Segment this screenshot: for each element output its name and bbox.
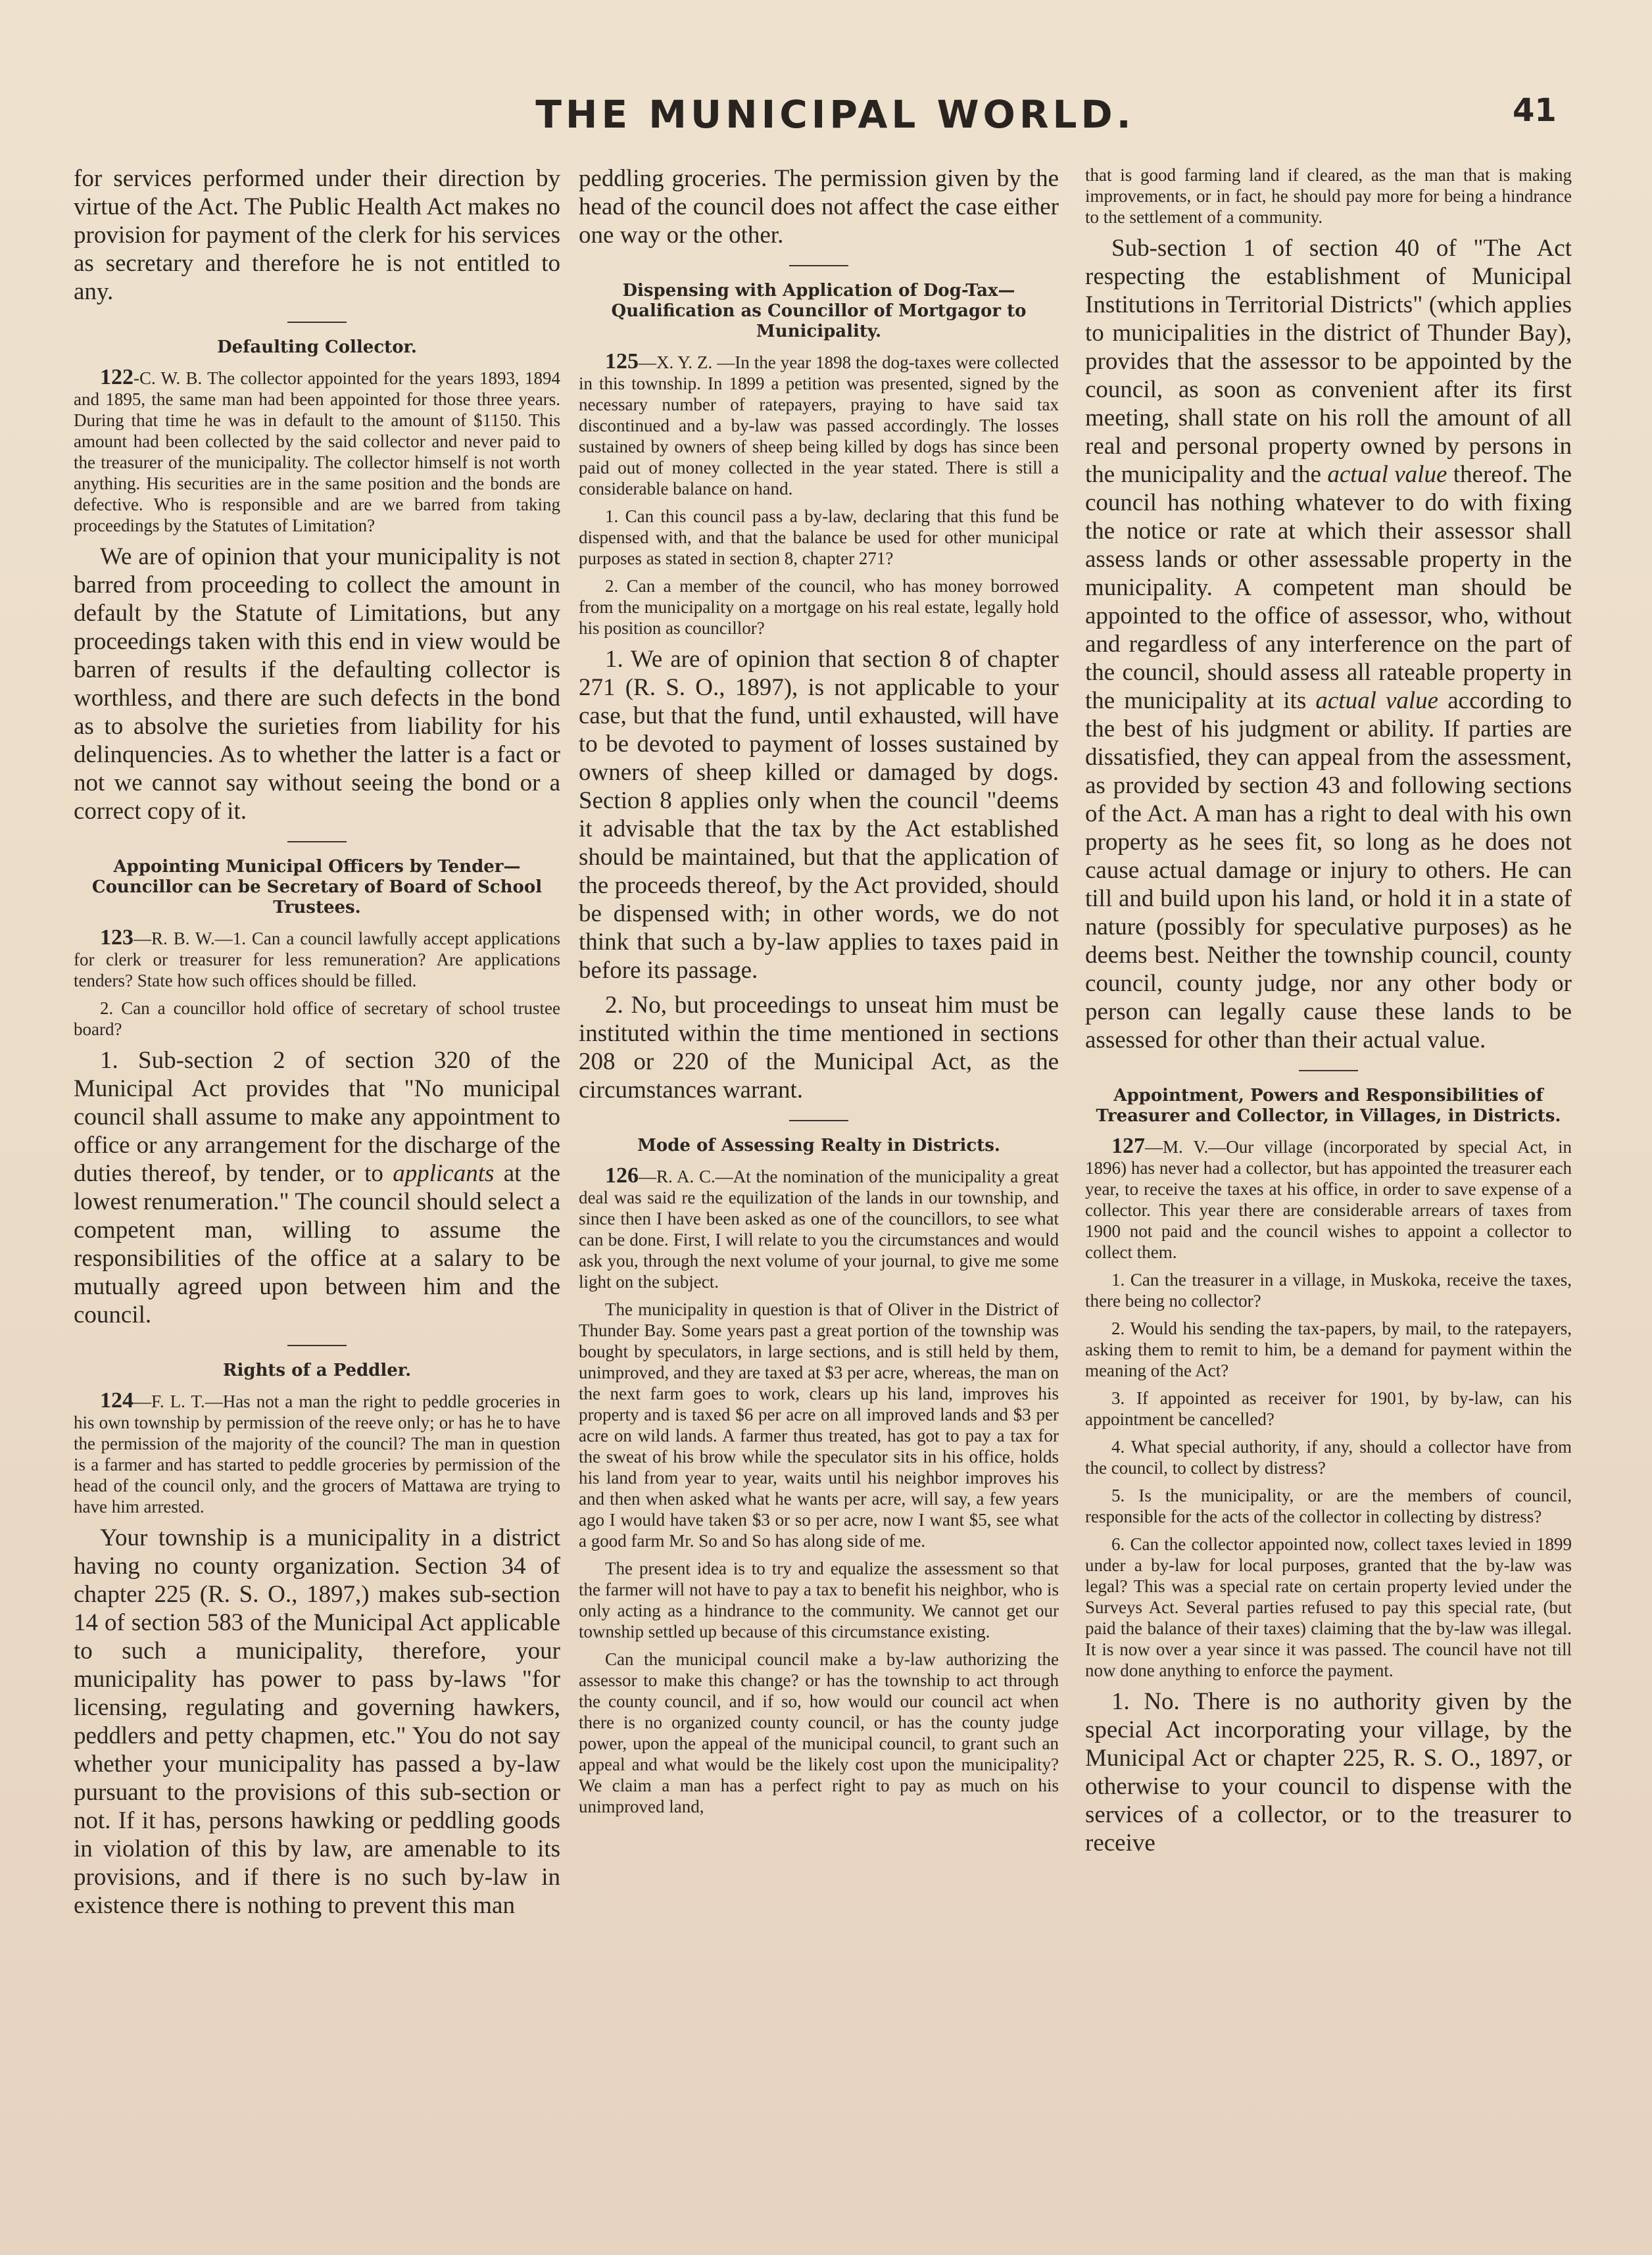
- col3-continuation: that is good farming land if cleared, as the man that is making improvements, or in fact, he should pay more for being a hindrance to the settlement of a community.: [1085, 165, 1572, 227]
- page-number: 41: [1513, 92, 1557, 129]
- col2-continuation: peddling groceries. The permission given by the head of the council does not affect the case either one way or the other.: [579, 165, 1059, 249]
- answer-126-italic-1: actual value: [1327, 461, 1447, 488]
- question-126: [579, 1165, 1059, 1292]
- question-125-part-2: 2. Can a member of the council, who has money borrowed from the municipality on a mortgage on his real estate, legally hold his position as councillor?: [579, 576, 1059, 638]
- question-127: [1085, 1136, 1572, 1263]
- answer-126-post: according to the best of his judgment or ability. If parties are dissatisfied, they can appeal from the assessment, as provided by section 43 and following sections of the Act. A man has a right to deal with his own property as he sees fit, so long as he does not cause actual damage or injury to others. He can till and build upon his land, or hold it in a state of nature (possibly for speculative purposes) as he deems best. Neither the township council, county council, county judge, nor any other body or person can legally cause these lands to be assessed for other than their actual value.: [1085, 687, 1572, 1054]
- question-126-para-4: Can the municipal council make a by-law authorizing the assessor to make this change? or has the township to act through the county council, and if so, how would our council act when there is no organized county council, or has the county judge power, upon the appeal of the municipal council, to grant such an appeal and what would be the likely cost upon the municipality? We claim a man has a perfect right to pay as much on his unimproved land,: [579, 1649, 1059, 1816]
- question-127-part-5: 5. Is the municipality, or are the members of council, responsible for the acts of the collector in collecting by distress?: [1085, 1486, 1572, 1526]
- divider: [287, 1345, 347, 1346]
- answer-124: Your township is a municipality in a district having no county organization. Section 34 of chapter 225 (R. S. O., 1897,) makes sub-section 14 of section 583 of the Municipal Act applicable to such a municipality, therefore, your municipality has power to pass by-laws "for licensing, regulating and governing hawkers, peddlers and petty chapmen, etc." You do not say whether your municipality has passed a by-law pursuant to the provisions of this sub-section or not. If it has, persons hawking or peddling goods in violation of this by law, are amenable to its provisions, and if there is no such by-law in existence there is nothing to prevent this man: [74, 1524, 560, 1919]
- heading-122: Defaulting Collector.: [217, 337, 417, 357]
- question-number-123: 123: [100, 925, 134, 950]
- question-number-122: 122: [100, 365, 134, 389]
- answer-123-pre: 1. Sub-section 2 of section 320 of the Municipal Act provides that "No municipal council shall assume to make any appointment to office or any arrangement for the discharge of the duties thereof, by tender, or to: [74, 1047, 560, 1187]
- question-number-124: 124: [100, 1388, 134, 1413]
- divider: [287, 841, 347, 842]
- heading-123: Appointing Municipal Officers by Tender—Councillor can be Secretary of Board of School Trustees.: [91, 857, 543, 917]
- heading-126: Mode of Assessing Realty in Districts.: [637, 1136, 1000, 1155]
- question-127-part-4: 4. What special authority, if any, should a collector have from the council, to collect by distress?: [1085, 1437, 1572, 1478]
- question-125-part-1: 1. Can this council pass a by-law, declaring that this fund be dispensed with, and that the balance be used for other municipal purposes as stated in section 8, chapter 271?: [579, 506, 1059, 568]
- question-127-part-3: 3. If appointed as receiver for 1901, by by-law, can his appointment be cancelled?: [1085, 1388, 1572, 1429]
- heading-125: Dispensing with Application of Dog-Tax—Qualification as Councillor of Mortgagor to Municipality.: [611, 281, 1027, 341]
- column-1: [74, 164, 560, 2216]
- question-number-126: 126: [605, 1163, 639, 1188]
- column-3: [1085, 164, 1572, 2216]
- masthead-title: THE MUNICIPAL WORLD.: [535, 92, 1135, 137]
- column-2: [579, 164, 1059, 2216]
- col1-continuation: for services performed under their direction by virtue of the Act. The Public Health Act makes no provision for payment of the clerk for his services as secretary and therefore he is not entitled to any.: [74, 165, 560, 305]
- answer-123-italic: applicants: [393, 1160, 495, 1187]
- heading-127: Appointment, Powers and Responsibilities of Treasurer and Collector, in Villages, in Districts.: [1096, 1086, 1561, 1126]
- answer-125-part-2: 2. No, but proceedings to unseat him must be instituted within the time mentioned in sections 208 or 220 of the Municipal Act, as the circumstances warrant.: [579, 992, 1059, 1103]
- heading-124: Rights of a Peddler.: [222, 1361, 412, 1380]
- answer-123-post: at the lowest renumeration." The council should select a competent man, willing to assume the responsibilities of the office at a salary to be mutually agreed upon between him and the council.: [74, 1160, 560, 1328]
- divider: [287, 322, 347, 323]
- answer-126-mid: thereof. The council has nothing whatever to do with fixing the notice or rate at which their assessor shall assess lands or other assessable property in the municipality. A competent man should be appointed to the office of assessor, who, without and regardless of any interference on the part of the council, should assess all rateable property in the municipality at its: [1085, 461, 1572, 714]
- question-number-125: 125: [605, 349, 639, 374]
- divider: [789, 265, 848, 266]
- answer-122: We are of opinion that your municipality is not barred from proceeding to collect the amount in default by the Statute of Limitations, but any proceedings taken with this end in view would be barren of results if the defaulting collector is worthless, and there are such defects in the bond as to absolve the surieties from liability for his delinquencies. As to whether the latter is a fact or not we cannot say without seeing the bond or a correct copy of it.: [74, 543, 560, 825]
- divider: [789, 1120, 848, 1121]
- question-124-text: —F. L. T.—Has not a man the right to peddle groceries in his own township by permission of the reeve only; or has he to have the permission of the majority of the council? The man in question is a farmer and has started to peddle groceries by permission of the head of the council only, and the grocers of Mattawa are trying to have him arrested.: [74, 1392, 560, 1516]
- question-126-para-2: The municipality in question is that of Oliver in the District of Thunder Bay. Some years past a great portion of the township was bought by speculators, in large sections, and is still held by them, unimproved, and they are taxed at $3 per acre, whereas, the man on the next farm goes to work, clears up his land, improves his property and is taxed $6 per acre on all improved lands and $3 per acre on wild lands. A farmer thus treated, has got to pay a tax for the sweat of his brow while the speculator sits in his office, holds his land from year to year, waits until his neighbor improves his and then when asked what he wants per acre, will say, a few years ago I would have taken $3 or so per acre, now I want $5, see what a good farm Mr. So and So has along side of me.: [579, 1299, 1059, 1551]
- question-124: [74, 1390, 560, 1517]
- question-123-text: —R. B. W.—1. Can a council lawfully accept applications for clerk or treasurer for less remuneration? Are applications tenders? State how such offices should be filled.: [74, 929, 560, 990]
- question-122-text: -C. W. B. The collector appointed for the years 1893, 1894 and 1895, the same man had been appointed for those three years. During that time he was in default to the amount of $1150. This amount had been collected by the said collector and never paid to the treasurer of the municipality. The collector himself is not worth anything. His securities are in the same position and the bonds are defective. Who is responsible and are we barred from taking proceedings by the Statutes of Limitation?: [74, 368, 560, 535]
- question-127-part-2: 2. Would his sending the tax-papers, by mail, to the ratepayers, asking them to remit to him, be a demand for payment within the meaning of the Act?: [1085, 1319, 1572, 1380]
- question-127-part-6: 6. Can the collector appointed now, collect taxes levied in 1899 under a by-law for local purposes, granted that the by-law was legal? This was a special rate on certain property levied under the Surveys Act. Several parties refused to pay this special rate, (but paid the balance of their taxes) claiming that the by-law was illegal. It is now over a year since it was passed. The council have not till now done anything to enforce the payment.: [1085, 1534, 1572, 1680]
- question-123: [74, 927, 560, 991]
- question-126-para-3: The present idea is to try and equalize the assessment so that the farmer will not have to pay a tax to benefit his neighbor, who is only acting as a hindrance to the community. We cannot get our township settled up because of this circumstance existing.: [579, 1559, 1059, 1641]
- question-125: [579, 351, 1059, 499]
- question-number-127: 127: [1111, 1134, 1145, 1158]
- question-125-text: —X. Y. Z. —In the year 1898 the dog-taxes were collected in this township. In 1899 a petition was presented, signed by the necessary number of ratepayers, praying to have said tax discontinued and a by-law was passed accordingly. The losses sustained by owners of sheep being killed by dogs has since been paid out of money collected in the year stated. There is still a considerable balance on hand.: [579, 352, 1059, 498]
- question-122: [74, 367, 560, 536]
- question-127-text: —M. V.—Our village (incorporated by special Act, in 1896) has never had a collector, but has appointed the treasurer each year, to receive the taxes at his office, in order to save expense of a collector. This year there are considerable arrears of taxes from 1900 not paid and the council wishes to appoint a collector to collect them.: [1085, 1137, 1572, 1262]
- answer-126-pre: Sub-section 1 of section 40 of "The Act respecting the establishment of Municipal Institutions in Territorial Districts" (which applies to municipalities in the district of Thunder Bay), provides that the assessor to be appointed by the council, as soon as convenient after its first meeting, shall state on his roll the amount of all real and personal property owned by persons in the municipality and the: [1085, 235, 1572, 488]
- answer-126-italic-2: actual value: [1315, 687, 1439, 714]
- answer-126: [1085, 234, 1572, 1054]
- answer-127: 1. No. There is no authority given by the special Act incorporating your village, by the Municipal Act or chapter 225, R. S. O., 1897, or otherwise to your council to dispense with the services of a collector, or to the treasurer to receive: [1085, 1688, 1572, 1856]
- question-126-text: —R. A. C.—At the nomination of the municipality a great deal was said re the equilization of the lands in our township, and since then I have been asked as one of the councillors, to see what can be done. First, I will relate to you the circumstances and would ask you, through the next volume of your journal, to give me some light on the subject.: [579, 1167, 1059, 1292]
- question-123-part-2: 2. Can a councillor hold office of secretary of school trustee board?: [74, 998, 560, 1039]
- question-127-part-1: 1. Can the treasurer in a village, in Muskoka, receive the taxes, there being no collector?: [1085, 1270, 1572, 1311]
- answer-125-part-1: 1. We are of opinion that section 8 of chapter 271 (R. S. O., 1897), is not applicable to your case, but that the fund, until exhausted, will have to be devoted to payment of losses sustained by owners of sheep killed or damaged by dogs. Section 8 applies only when the council "deems it advisable that the tax by the Act established should be maintained, but that the application of the proceeds thereof, by the Act provided, should be dispensed with; in other words, we do not think that such a by-law applies to taxes paid in before its passage.: [579, 646, 1059, 984]
- divider: [1299, 1070, 1358, 1071]
- answer-123: [74, 1046, 560, 1329]
